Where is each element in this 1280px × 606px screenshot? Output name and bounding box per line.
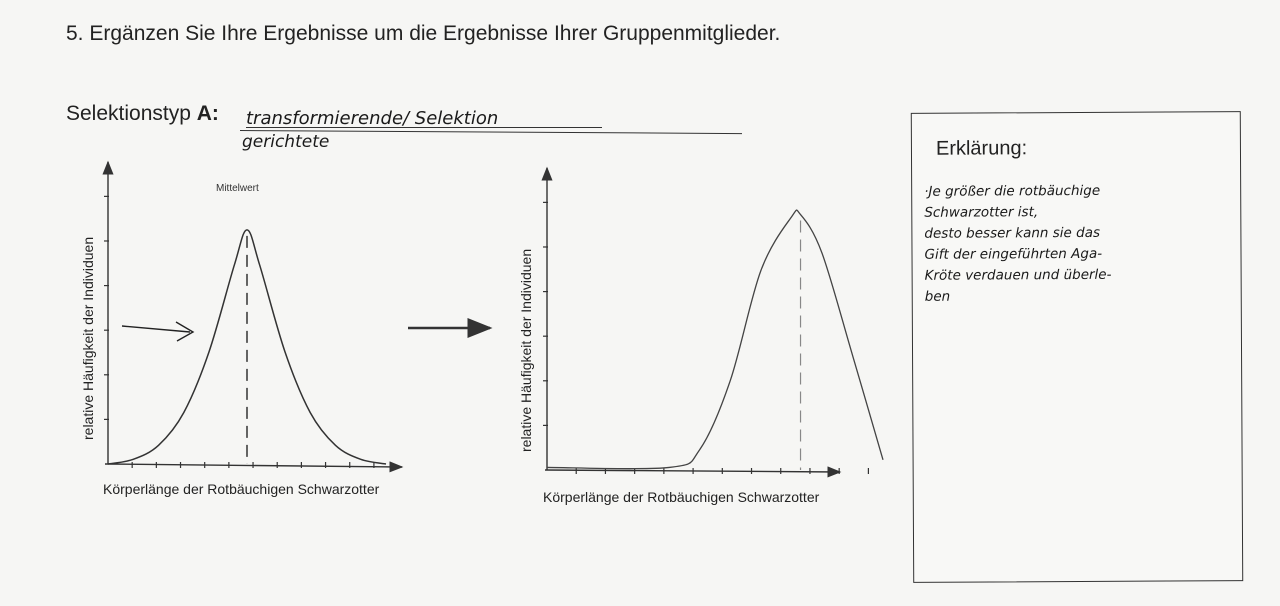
pressure-arrow bbox=[122, 326, 190, 332]
explanation-box bbox=[911, 111, 1243, 583]
explanation-title: Erklärung: bbox=[935, 137, 1028, 160]
chart-2-x-label: Körperlänge der Rotbäuchigen Schwarzotter bbox=[543, 489, 820, 505]
selection-type-letter: A: bbox=[196, 102, 219, 125]
handwritten-answer-line2: gerichtete bbox=[242, 132, 330, 152]
chart-1-x-label: Körperlänge der Rotbäuchigen Schwarzotter bbox=[103, 481, 380, 497]
handwritten-answer-line1: transformierende/ Selektion bbox=[246, 108, 499, 129]
chart-1-y-label: relative Häufigkeit der Individuen bbox=[80, 236, 96, 440]
chart-1 bbox=[80, 162, 402, 497]
chart-1-mean-label: Mittelwert bbox=[216, 183, 259, 194]
task-title: 5. Ergänzen Sie Ihre Ergebnisse um die Ergebnisse Ihrer Gruppenmitglieder. bbox=[66, 22, 781, 45]
selection-type-prefix: Selektionstyp bbox=[66, 102, 197, 125]
chart-2 bbox=[518, 168, 883, 505]
chart-2-y-label: relative Häufigkeit der Individuen bbox=[518, 248, 534, 452]
explanation-text: ·Je größer die rotbäuchige Schwarzotter ist, desto besser kann sie das Gift der eingeführten Aga- Kröte verdauen und überle- ben bbox=[924, 182, 1112, 305]
chart-2-curve bbox=[547, 210, 883, 469]
